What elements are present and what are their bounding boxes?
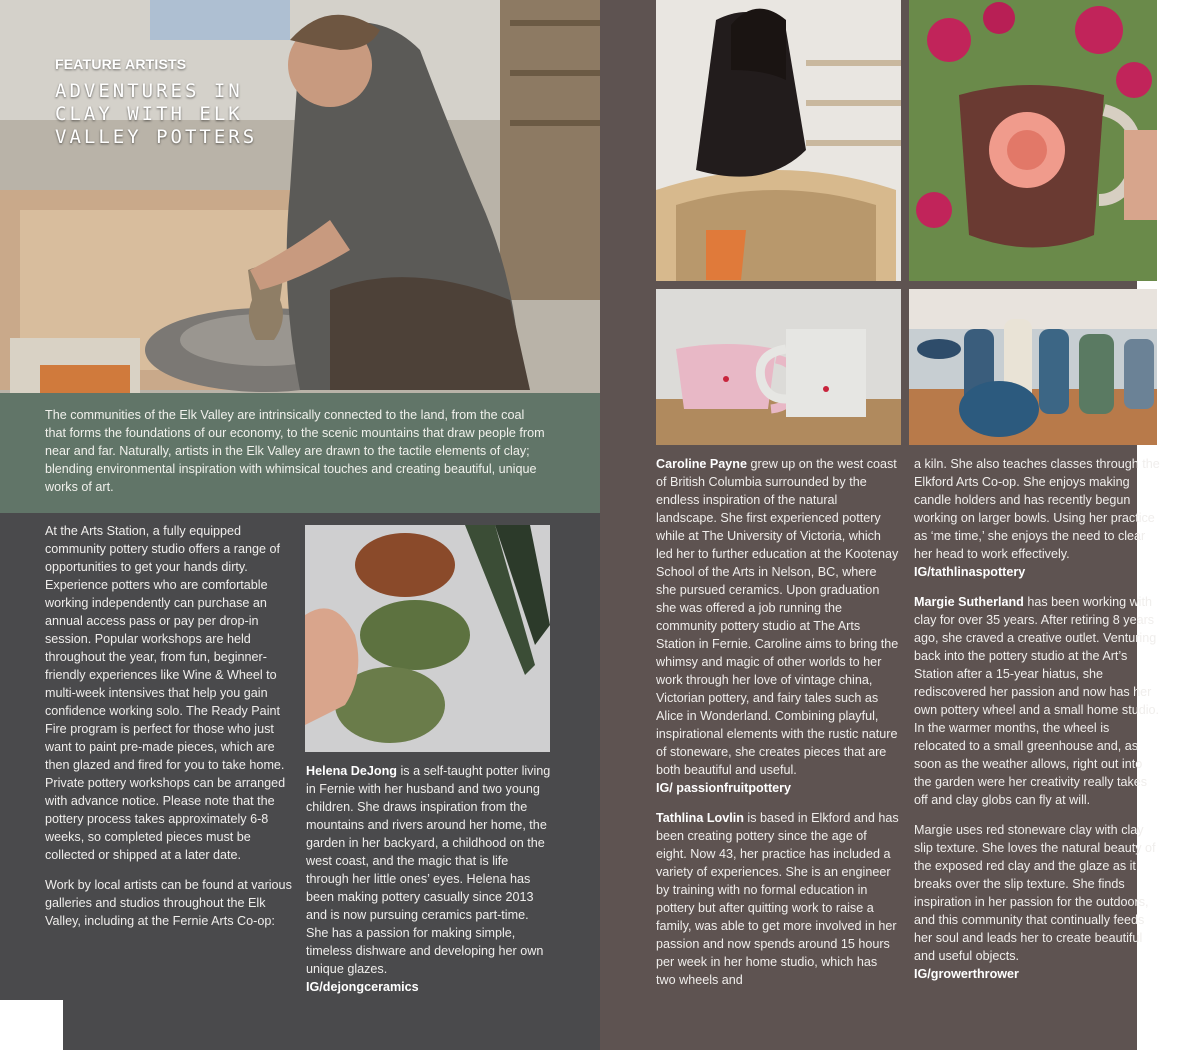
helena-instagram-handle: IG/dejongceramics [306, 980, 419, 994]
feature-artists-kicker: FEATURE ARTISTS [55, 56, 187, 72]
helena-bio: is a self-taught potter living in Fernie with her husband and two young children. She draws inspiration from the mountains and rivers around her home, the garden in her backyard, a childhood on the west coast, and the magic that is life through her little ones’ eyes. Helena has been making pottery casually since 2013 and is now pursuing ceramics part-time. She has a passion for making simple, timeless dishware and developing her own unique glazes. [306, 764, 551, 976]
tathlina-paragraph-cont [914, 455, 1160, 581]
photo-green-mugs [305, 525, 550, 752]
helena-column [306, 762, 552, 1008]
margie-bio: has been working with clay for over 35 years. After retiring 8 years ago, she craved a creative outlet. Venturing back into the pottery studio at the Art’s Station after a 15-year hiatus, she rediscovered her passion and now has her own pottery wheel and a small home studio. In the warmer months, the wheel is relocated to a small greenhouse and, as soon as the weather allows, right out into the garden were her creativity really takes off and clay globs can fly at will. [914, 595, 1160, 807]
margie-bio-2: Margie uses red stoneware clay with clay slip texture. She loves the natural beauty of the exposed red clay and the glaze as it breaks over the slip texture. She finds inspiration in her passion for the outdoors, and this community that continually feeds her soul and leads her to create beautiful and useful objects. [914, 823, 1156, 963]
margie-instagram-handle: IG/growerthrower [914, 967, 1019, 981]
caroline-paragraph [656, 455, 900, 797]
right-column-2 [914, 455, 1160, 995]
tathlina-instagram-handle: IG/tathlinaspottery [914, 565, 1026, 579]
tathlina-bio: is based in Elkford and has been creating pottery since the age of eight. Now 43, her practice has included a variety of experiences. She is an engineer by training with no formal education in pottery but after quitting work to raise a family, was able to get more involved in her passion and now spends around 15 hours per week in her home studio, which has two wheels and [656, 811, 899, 987]
intro-paragraph: The communities of the Elk Valley are intrinsically connected to the land, from the coal that forms the foundations of our economy, to the scenic mountains that draw people from near and far. Naturally, artists in the Elk Valley are drawn to the tactile elements of clay; blending environmental inspiration with whimsical touches and creating beautiful, unique works of art. [45, 408, 545, 494]
margie-name: Margie Sutherland [914, 595, 1024, 609]
tathlina-bio-cont: a kiln. She also teaches classes through the Elkford Arts Co-op. She enjoys making candle holders and has recently begun working on larger bowls. Using her practice as ‘me time,’ she enjoys the need to clear her head to work effectively. [914, 457, 1160, 561]
margie-paragraph-2 [914, 821, 1160, 983]
caroline-instagram-handle: IG/ passionfruitpottery [656, 781, 792, 795]
left-text-column [45, 522, 293, 942]
tathlina-name: Tathlina Lovlin [656, 811, 744, 825]
caroline-name: Caroline Payne [656, 457, 747, 471]
tathlina-paragraph [656, 809, 900, 989]
helena-paragraph [306, 762, 552, 996]
local-artists-paragraph: Work by local artists can be found at various galleries and studios throughout the Elk Valley, including at the Fernie Arts Co-op: [45, 878, 292, 928]
helena-name: Helena DeJong [306, 764, 397, 778]
arts-station-paragraph: At the Arts Station, a fully equipped community pottery studio offers a range of opportunities to get your hands dirty. Experience potters who are comfortable working independently can purchase an annual access pass or pay per drop-in session. Popular workshops are held throughout the year, from fun, beginner-friendly experiences like Wine & Wheel to multi-week intensives that help you gain confidence working solo. The Ready Paint Fire program is perfect for those who just want to paint pre-made pieces, which are then glazed and fired for you to take home. Private pottery workshops can be arranged with advance notice. Please note that the pottery process takes approximately 6-8 weeks, so completed pieces must be collected or shipped at a later date. [45, 524, 286, 862]
photo-pink-and-speckled-mugs [656, 289, 901, 445]
photo-gallery-pottery-display [909, 289, 1157, 445]
right-column-1 [656, 455, 900, 1001]
photo-potter-loading-kiln [656, 0, 901, 281]
margie-paragraph [914, 593, 1160, 809]
photo-peony-mug-with-flowers [909, 0, 1157, 281]
article-title: ADVENTURES IN CLAY WITH ELK VALLEY POTTERS [55, 80, 258, 148]
caroline-bio: grew up on the west coast of British Columbia surrounded by the endless inspiration of the natural landscape. She first experienced pottery while at The University of Victoria, which led her to further education at the Kootenay School of the Arts in Nelson, BC, where she pursued ceramics. Upon graduation she was offered a job running the community pottery studio at The Arts Station in Fernie. Caroline aims to bring the whimsy and magic of other worlds to her work through her love of vintage china, Victorian pottery, and fairy tales such as Alice in Wonderland. Combining playful, inspirational elements with the rustic nature of stoneware, she creates pieces that are both beautiful and useful. [656, 457, 899, 777]
